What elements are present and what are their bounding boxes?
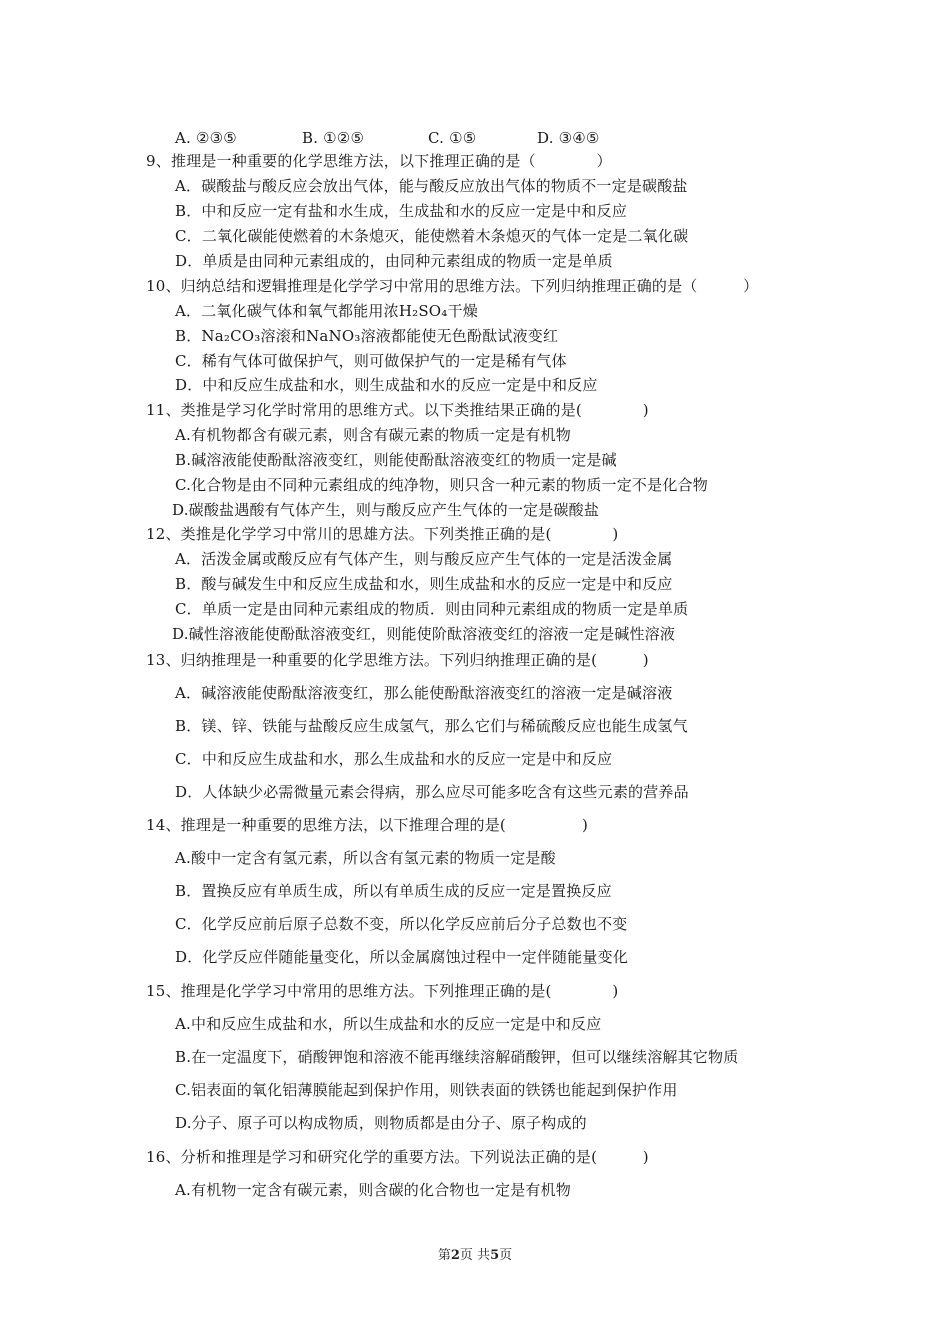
option-c: C. ①⑤ <box>428 129 477 147</box>
question-stem: 10、归纳总结和逻辑推理是化学学习中常用的思维方法。下列归纳推理正确的是（ ） <box>146 277 759 295</box>
footer-post: 页 <box>499 1248 513 1263</box>
footer-mid: 页 共 <box>459 1248 491 1263</box>
option-a: A.有机物都含有碳元素，则含有碳元素的物质一定是有机物 <box>175 426 572 444</box>
option-c: C.化合物是由不同种元素组成的纯净物，则只含一种元素的物质一定不是化合物 <box>175 476 708 494</box>
footer-total-pages: 5 <box>490 1248 500 1263</box>
question-stem: 14、推理是一种重要的思维方法，以下推理合理的是( ) <box>146 816 588 834</box>
option-d: D．化学反应伴随能量变化，所以金属腐蚀过程中一定伴随能量变化 <box>175 948 629 966</box>
option-a: A.中和反应生成盐和水，所以生成盐和水的反应一定是中和反应 <box>175 1015 602 1033</box>
footer-pre: 第 <box>437 1248 451 1263</box>
option-b: B. ①②⑤ <box>302 129 365 147</box>
page-footer <box>0 1247 950 1265</box>
option-a: A．活泼金属或酸反应有气体产生，则与酸反应产生气体的一定是活泼金属 <box>175 550 673 568</box>
question-stem: 9、推理是一种重要的化学思维方法，以下推理正确的是（ ） <box>146 152 612 170</box>
option-d: D.碱性溶液能使酚酞溶液变红，则能使阶酞溶液变红的溶液一定是碱性溶液 <box>172 625 676 643</box>
option-c: C．中和反应生成盐和水，那么生成盐和水的反应一定是中和反应 <box>175 750 613 768</box>
option-c: C．单质一定是由同种元素组成的物质．则由同种元素组成的物质一定是单质 <box>175 600 689 618</box>
option-b: B．Na₂CO₃溶滚和NaNO₃溶液都能使无色酚酞试液变红 <box>175 327 559 345</box>
option-a: A.酸中一定含有氢元素，所以含有氢元素的物质一定是酸 <box>175 849 556 867</box>
option-a: A.有机物一定含有碳元素，则含碳的化合物也一定是有机物 <box>175 1181 572 1199</box>
option-d: D.分子、原子可以构成物质，则物质都是由分子、原子构成的 <box>175 1114 587 1132</box>
question-stem: 15、推理是化学学习中常用的思维方法。下列推理正确的是( ) <box>146 982 619 1000</box>
question-stem: 11、类推是学习化学时常用的思维方式。以下类推结果正确的是( ) <box>146 401 649 419</box>
option-b: B．镁、锌、铁能与盐酸反应生成氢气，那么它们与稀硫酸反应也能生成氢气 <box>175 717 688 735</box>
option-b: B．置换反应有单质生成，所以有单质生成的反应一定是置换反应 <box>175 882 612 900</box>
option-a: A．碱溶液能使酚酞溶液变红，那么能使酚酞溶液变红的溶液一定是碱溶液 <box>175 684 673 702</box>
option-b: B.在一定温度下，硝酸钾饱和溶液不能再继续溶解硝酸钾，但可以继续溶解其它物质 <box>175 1048 739 1066</box>
footer-page-number: 2 <box>450 1248 460 1263</box>
question-stem: 16、分析和推理是学习和研究化学的重要方法。下列说法正确的是( ) <box>146 1148 649 1166</box>
option-b: B．中和反应一定有盐和水生成，生成盐和水的反应一定是中和反应 <box>175 202 628 220</box>
option-d: D．单质是由同种元素组成的，由同种元素组成的物质一定是单质 <box>175 252 613 270</box>
option-d: D．人体缺少必需微量元素会得病，那么应尽可能多吃含有这些元素的营养品 <box>175 783 689 801</box>
option-a: A. ②③⑤ <box>175 129 237 147</box>
option-c: C．稀有气体可做保护气，则可做保护气的一定是稀有气体 <box>175 352 567 370</box>
option-d: D. ③④⑤ <box>537 129 600 147</box>
option-a: A．二氧化碳气体和氧气都能用浓H₂SO₄干燥 <box>175 302 478 320</box>
option-d: D.碳酸盐遇酸有气体产生，则与酸反应产生气体的一定是碳酸盐 <box>172 501 600 519</box>
question-stem: 13、归纳推理是一种重要的化学思维方法。下列归纳推理正确的是( ) <box>146 651 649 669</box>
option-c: C.铝表面的氧化铝薄膜能起到保护作用，则铁表面的铁锈也能起到保护作用 <box>175 1081 678 1099</box>
question-stem: 12、类推是化学学习中常川的思雄方法。下列类推正确的是( ) <box>146 525 619 543</box>
option-d: D．中和反应生成盐和水，则生成盐和水的反应一定是中和反应 <box>175 376 598 394</box>
option-c: C．二氧化碳能使燃着的木条熄灭，能使燃着木条熄灭的气体一定是二氧化碳 <box>175 227 689 245</box>
option-b: B．酸与碱发生中和反应生成盐和水，则生成盐和水的反应一定是中和反应 <box>175 575 673 593</box>
option-c: C．化学反应前后原子总数不变，所以化学反应前后分子总数也不变 <box>175 915 628 933</box>
option-a: A．碳酸盐与酸反应会放出气体，能与酸反应放出气体的物质不一定是碳酸盐 <box>175 177 688 195</box>
option-b: B.碱溶液能使酚酞溶液变红，则能使酚酞溶液变红的物质一定是碱 <box>175 451 617 469</box>
